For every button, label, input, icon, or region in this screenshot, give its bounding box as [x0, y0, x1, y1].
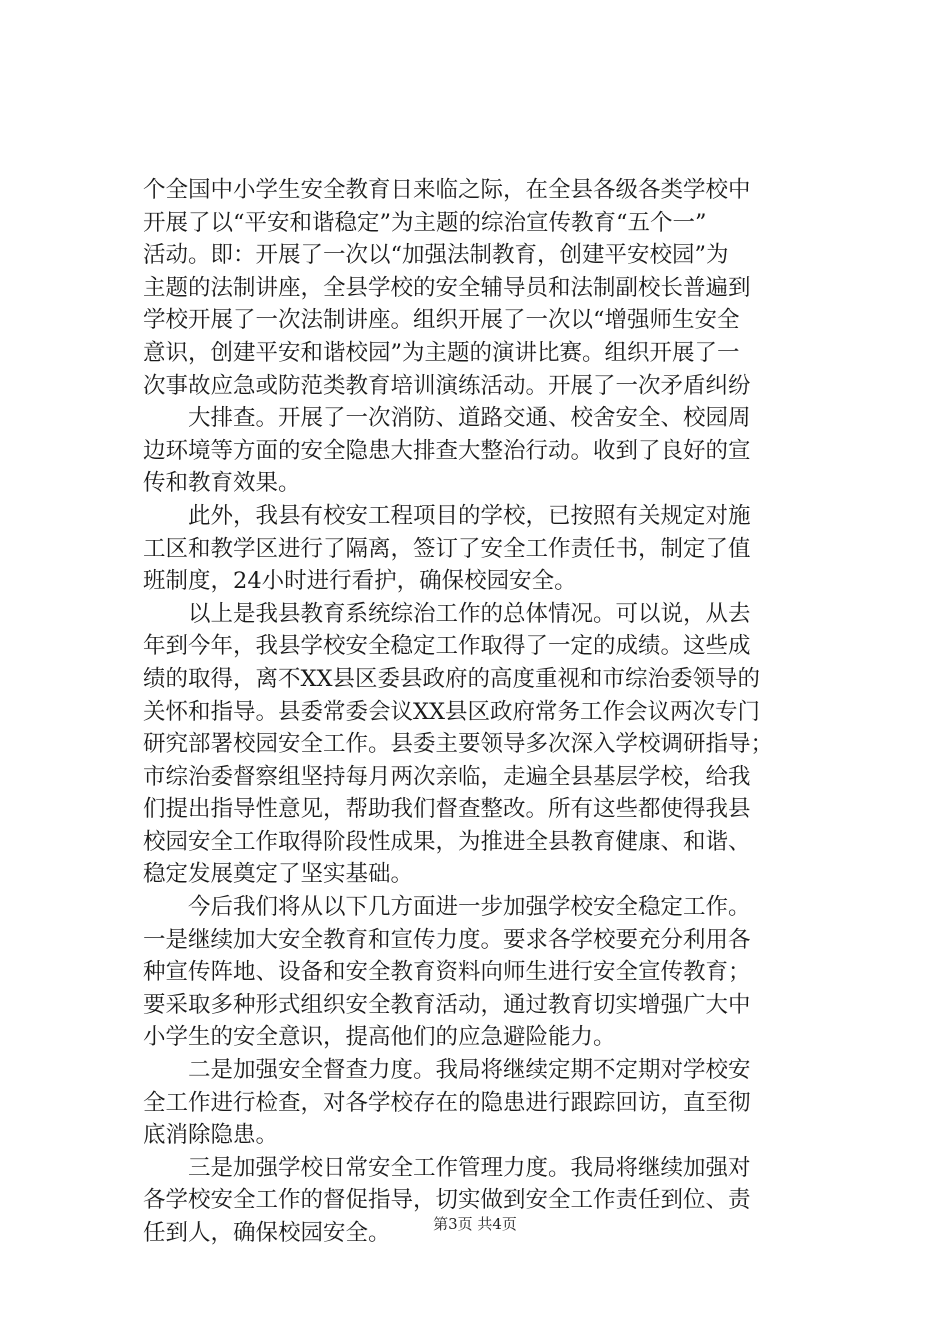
text-line: 稳定发展奠定了坚实基础。 — [143, 861, 414, 888]
text-line: 意识，创建平安和谐校园”为主题的演讲比赛。组织开展了一 — [143, 339, 740, 366]
text-line: 市综治委督察组坚持每月两次亲临，走遍全县基层学校，给我 — [143, 763, 751, 790]
text-line: 各学校安全工作的督促指导，切实做到安全工作责任到位、责 — [143, 1187, 751, 1214]
text-line: 一是继续加大安全教育和宣传力度。要求各学校要充分利用各 — [143, 926, 751, 953]
text-line: 要采取多种形式组织安全教育活动，通过教育切实增强广大中 — [143, 991, 751, 1018]
text-line: 小学生的安全意识，提高他们的应急避险能力。 — [143, 1024, 616, 1051]
text-line: 们提出指导性意见，帮助我们督查整改。所有这些都使得我县 — [143, 796, 751, 823]
text-line: 工区和教学区进行了隔离，签订了安全工作责任书，制定了值 — [143, 535, 751, 562]
text-line: 年到今年，我县学校安全稳定工作取得了一定的成绩。这些成 — [143, 633, 751, 660]
page-number-footer: 第3页 共4页 — [433, 1215, 517, 1233]
text-line: 边环境等方面的安全隐患大排查大整治行动。收到了良好的宣 — [143, 437, 751, 464]
text-line: 此外，我县有校安工程项目的学校，已按照有关规定对施 — [188, 502, 751, 529]
text-line: 关怀和指导。县委常委会议XX县区政府常务工作会议两次专门 — [143, 698, 761, 725]
text-line: 任到人，确保校园安全。 — [143, 1220, 391, 1246]
text-line: 种宣传阵地、设备和安全教育资料向师生进行安全宣传教育； — [143, 959, 751, 986]
text-line: 三是加强学校日常安全工作管理力度。我局将继续加强对 — [188, 1154, 751, 1181]
text-line: 二是加强安全督查力度。我局将继续定期不定期对学校安 — [188, 1057, 751, 1084]
text-line: 研究部署校园安全工作。县委主要领导多次深入学校调研指导； — [143, 731, 774, 758]
text-line: 班制度，24小时进行看护，确保校园安全。 — [143, 568, 577, 595]
text-line: 活动。即：开展了一次以“加强法制教育，创建平安校园”为 — [143, 242, 729, 269]
text-line: 主题的法制讲座，全县学校的安全辅导员和法制副校长普遍到 — [143, 274, 751, 301]
text-line: 底消除隐患。 — [143, 1122, 279, 1149]
text-line: 学校开展了一次法制讲座。组织开展了一次以“增强师生安全 — [143, 307, 740, 334]
text-line: 传和教育效果。 — [143, 470, 301, 497]
text-line: 以上是我县教育系统综治工作的总体情况。可以说，从去 — [188, 600, 751, 627]
text-line: 今后我们将从以下几方面进一步加强学校安全稳定工作。 — [188, 894, 751, 921]
text-line: 校园安全工作取得阶段性成果，为推进全县教育健康、和谐、 — [143, 828, 751, 855]
text-line: 大排查。开展了一次消防、道路交通、校舍安全、校园周 — [188, 405, 751, 432]
text-line: 次事故应急或防范类教育培训演练活动。开展了一次矛盾纠纷 — [143, 372, 751, 399]
text-line: 个全国中小学生安全教育日来临之际，在全县各级各类学校中 — [143, 177, 751, 203]
text-line: 全工作进行检查，对各学校存在的隐患进行跟踪回访，直至彻 — [143, 1089, 751, 1116]
text-line: 绩的取得，离不XX县区委县政府的高度重视和市综治委领导的 — [143, 665, 761, 692]
document-body — [143, 174, 833, 1250]
text-line: 开展了以“平安和谐稳定”为主题的综治宣传教育“五个一” — [143, 209, 707, 236]
